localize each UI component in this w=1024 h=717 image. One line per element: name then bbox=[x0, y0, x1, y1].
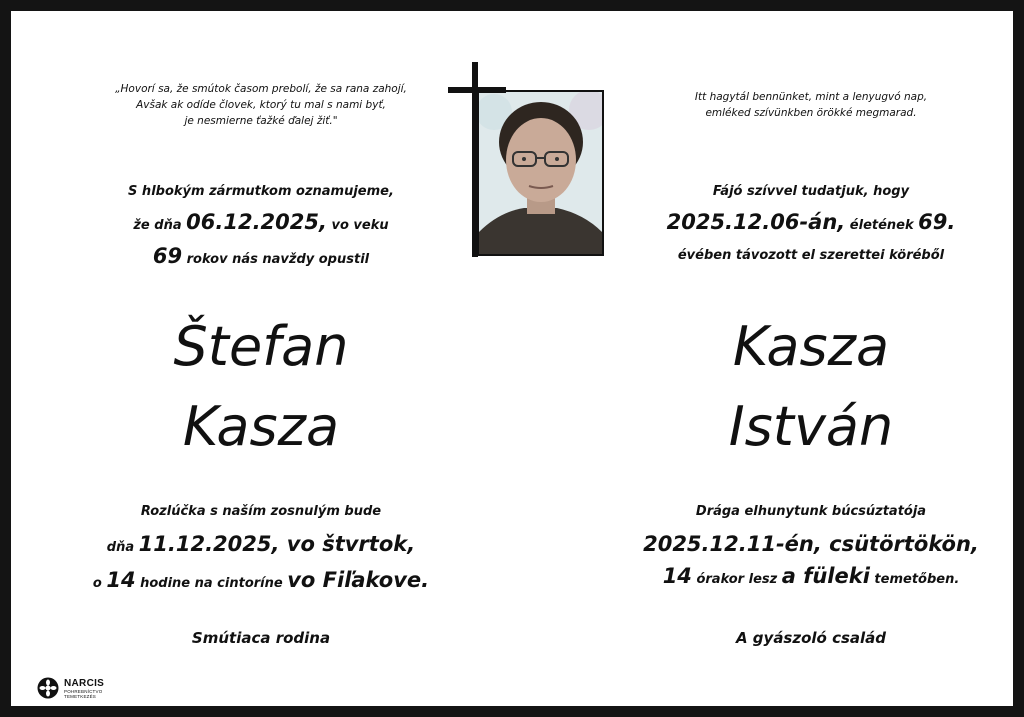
left-farewell-line1: Rozlúčka s naším zosnulým bude bbox=[140, 504, 382, 519]
right-announce-mid: életének bbox=[845, 218, 919, 233]
logo-name: NARCIS bbox=[64, 678, 105, 689]
left-first-name: Štefan bbox=[173, 315, 349, 378]
left-funeral-date: 11.12.2025, vo štvrtok, bbox=[138, 532, 416, 556]
right-announce-line3: évében távozott el szerettei köréből bbox=[677, 248, 945, 263]
left-announce-text: rokov nás navždy opustil bbox=[182, 252, 370, 267]
left-quote-line: Avšak ak odíde človek, ktorý tu mal s nami byť, bbox=[136, 99, 386, 111]
left-quote bbox=[51, 81, 471, 129]
left-announcement bbox=[51, 177, 471, 275]
left-farewell-line2 bbox=[51, 528, 471, 564]
right-farewell-line1: Drága elhunytunk búcsúztatója bbox=[695, 504, 927, 519]
logo-subtitle bbox=[64, 689, 102, 699]
narcis-logo bbox=[37, 677, 147, 705]
left-deceased-name bbox=[51, 307, 471, 467]
right-deceased-name bbox=[601, 307, 1021, 467]
left-farewell bbox=[51, 496, 471, 600]
left-announce-line3 bbox=[51, 241, 471, 275]
cross-icon-horizontal bbox=[448, 87, 506, 93]
right-family: A gyászoló család bbox=[735, 629, 887, 647]
right-last-name: István bbox=[728, 395, 894, 458]
right-announcement bbox=[601, 177, 1021, 271]
right-quote-line: emléked szívünkben örökké megmarad. bbox=[705, 107, 917, 119]
right-farewell-line3 bbox=[601, 560, 1021, 596]
right-announce-line1: Fájó szívvel tudatjuk, hogy bbox=[712, 184, 910, 199]
right-farewell-post: temetőben. bbox=[869, 572, 960, 587]
right-age: 69. bbox=[918, 210, 956, 234]
right-quote bbox=[601, 89, 1021, 121]
right-farewell bbox=[601, 496, 1021, 596]
logo-sub1: POHREBNÍCTVO bbox=[64, 689, 103, 694]
left-family: Smútiaca rodina bbox=[191, 629, 331, 647]
portrait-image bbox=[479, 92, 602, 254]
right-funeral-hour: 14 bbox=[662, 564, 692, 588]
left-age: 69 bbox=[152, 244, 183, 268]
right-death-date: 2025.12.06-án, bbox=[666, 210, 846, 234]
left-funeral-place: vo Fiľakove. bbox=[287, 568, 430, 592]
right-funeral-place: a füleki bbox=[781, 564, 870, 588]
left-announce-line1: S hlbokým zármutkom oznamujeme, bbox=[128, 184, 394, 199]
left-announce-suffix: vo veku bbox=[326, 218, 389, 233]
logo-sub2: TEMETKEZÉS bbox=[64, 694, 97, 699]
right-farewell-mid: órakor lesz bbox=[691, 572, 782, 587]
left-announce-prefix: že dňa bbox=[133, 218, 187, 233]
left-funeral-hour: 14 bbox=[106, 568, 136, 592]
left-last-name: Kasza bbox=[182, 395, 340, 458]
left-death-date: 06.12.2025, bbox=[186, 210, 327, 234]
left-farewell-line3 bbox=[51, 564, 471, 600]
left-farewell-prefix: dňa bbox=[106, 540, 139, 555]
right-first-name: Kasza bbox=[732, 315, 890, 378]
right-funeral-date: 2025.12.11-én, csütörtökön, bbox=[643, 532, 979, 556]
left-farewell-mid: hodine na cintoríne bbox=[135, 576, 288, 591]
left-announce-line2 bbox=[51, 207, 471, 241]
left-quote-line: je nesmierne ťažké ďalej žiť." bbox=[184, 115, 338, 127]
left-farewell-o: o bbox=[92, 576, 107, 591]
narcis-flower-icon bbox=[37, 677, 59, 699]
left-quote-line: „Hovorí sa, že smútok časom prebolí, že sa rana zahojí, bbox=[115, 83, 407, 95]
portrait-photo bbox=[477, 90, 604, 256]
right-announce-line2 bbox=[601, 207, 1021, 241]
right-quote-line: Itt hagytál bennünket, mint a lenyugvó nap, bbox=[694, 91, 928, 103]
